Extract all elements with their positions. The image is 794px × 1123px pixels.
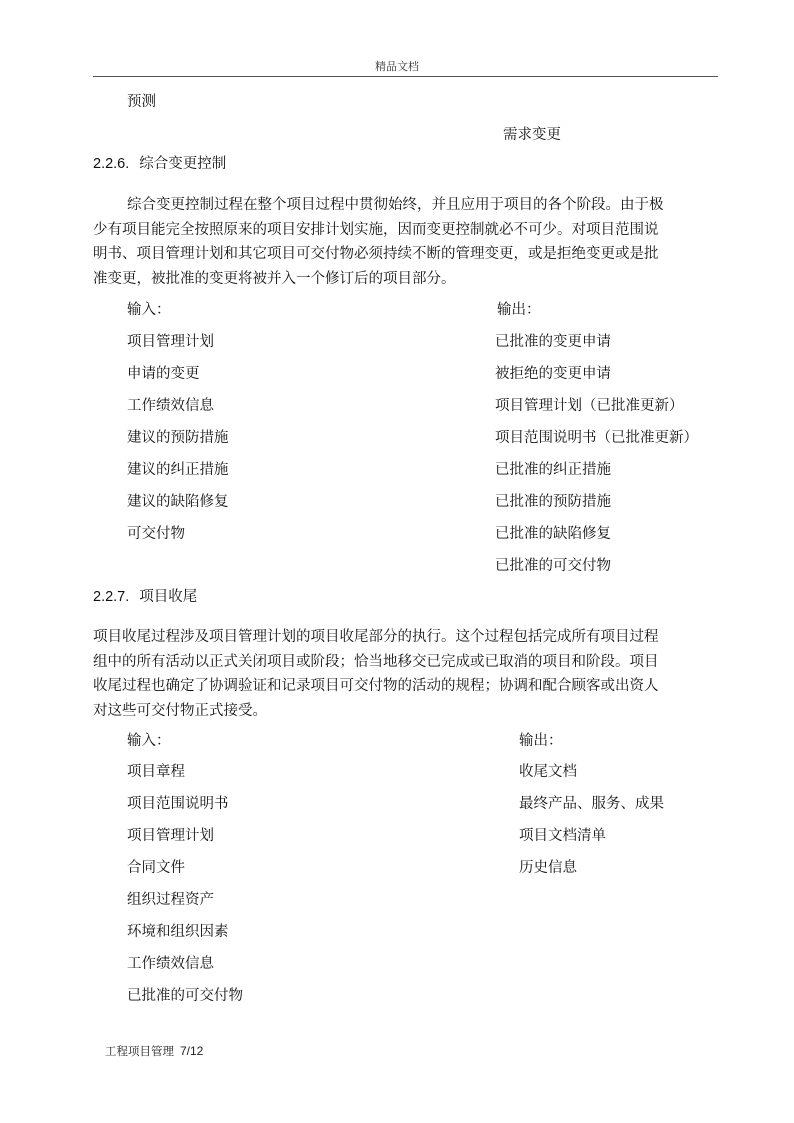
input-item: 可交付物 xyxy=(127,526,185,542)
input-item: 项目范围说明书 xyxy=(127,796,229,812)
page-header: 精品文档 xyxy=(375,60,419,73)
output-item: 收尾文档 xyxy=(519,764,577,780)
output-item: 历史信息 xyxy=(519,860,577,876)
section-heading-2-2-6 xyxy=(93,154,226,174)
outputs-label: 输出： xyxy=(519,733,563,749)
input-item: 项目管理计划 xyxy=(127,828,214,844)
paragraph-line: 准变更，被批准的变更将被并入一个修订后的项目部分。 xyxy=(93,270,456,287)
output-item: 最终产品、服务、成果 xyxy=(519,796,664,812)
output-item: 已批准的预防措施 xyxy=(495,494,611,510)
input-item: 工作绩效信息 xyxy=(127,398,214,414)
paragraph-line: 项目收尾过程涉及项目管理计划的项目收尾部分的执行。这个过程包括完成所有项目过程 xyxy=(93,629,659,645)
input-item: 项目管理计划 xyxy=(127,334,214,350)
inputs-label: 输入： xyxy=(127,733,171,749)
output-item: 项目范围说明书（已批准更新） xyxy=(495,430,698,446)
section-title: 项目收尾 xyxy=(139,589,198,605)
inputs-label: 输入： xyxy=(127,302,171,318)
input-item: 项目章程 xyxy=(127,764,185,780)
header-divider xyxy=(93,76,718,77)
section-number: 2.2.7. xyxy=(93,589,130,605)
paragraph-line: 收尾过程也确定了协调验证和记录项目可交付物的活动的规程；协调和配合顾客或出资人 xyxy=(93,678,659,694)
output-item: 已批准的缺陷修复 xyxy=(495,526,611,542)
footer-doc-name: 工程项目管理 xyxy=(105,1044,174,1058)
output-item: 已批准的变更申请 xyxy=(495,334,611,350)
input-item: 合同文件 xyxy=(127,860,185,876)
input-item: 建议的缺陷修复 xyxy=(127,494,229,510)
paragraph-line: 明书、项目管理计划和其它项目可交付物必须持续不断的管理变更，或是拒绝变更或是批 xyxy=(93,246,659,262)
input-item: 工作绩效信息 xyxy=(127,956,214,972)
input-item: 建议的纠正措施 xyxy=(127,462,229,478)
page-number: 7/12 xyxy=(180,1044,204,1058)
input-item: 建议的预防措施 xyxy=(127,430,229,446)
change-request-label: 需求变更 xyxy=(503,127,561,143)
prediction-label: 预测 xyxy=(127,94,156,110)
paragraph-line: 少有项目能完全按照原来的项目安排计划实施，因而变更控制就必不可少。对项目范围说 xyxy=(93,221,659,238)
output-item: 项目文档清单 xyxy=(519,828,606,844)
input-item: 组织过程资产 xyxy=(127,892,214,908)
section-paragraph-2-2-6 xyxy=(93,193,683,291)
outputs-label: 输出： xyxy=(497,302,541,318)
section-title: 综合变更控制 xyxy=(139,156,227,172)
page-footer xyxy=(105,1043,203,1059)
output-item: 被拒绝的变更申请 xyxy=(495,366,611,382)
output-item: 已批准的纠正措施 xyxy=(495,462,611,478)
output-item: 已批准的可交付物 xyxy=(495,558,611,574)
paragraph-line: 组中的所有活动以正式关闭项目或阶段；恰当地移交已完成或已取消的项目和阶段。项目 xyxy=(93,653,659,670)
section-paragraph-2-2-7 xyxy=(93,625,683,723)
paragraph-line: 对这些可交付物正式接受。 xyxy=(93,702,267,719)
paragraph-line: 综合变更控制过程在整个项目过程中贯彻始终，并且应用于项目的各个阶段。由于极 xyxy=(127,197,664,213)
input-item: 环境和组织因素 xyxy=(127,924,229,940)
output-item: 项目管理计划（已批准更新） xyxy=(495,398,684,414)
section-heading-2-2-7 xyxy=(93,587,197,607)
input-item: 已批准的可交付物 xyxy=(127,988,243,1004)
input-item: 申请的变更 xyxy=(127,366,200,382)
section-number: 2.2.6. xyxy=(93,156,130,172)
